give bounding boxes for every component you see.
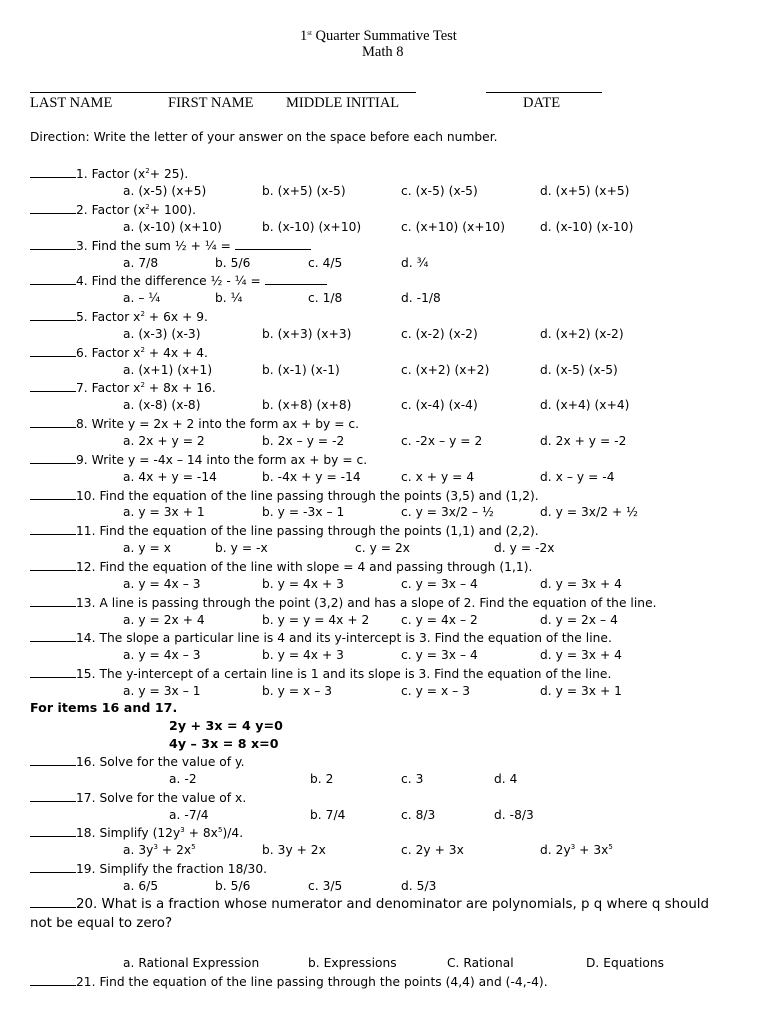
option-c: c. (x-2) (x-2) bbox=[401, 327, 478, 341]
option-b: b. 5/6 bbox=[215, 879, 251, 893]
answer-blank[interactable] bbox=[30, 166, 76, 178]
option-c: c. (x+2) (x+2) bbox=[401, 363, 490, 377]
answer-blank[interactable] bbox=[30, 273, 76, 285]
option-b: b. y = 4x + 3 bbox=[262, 648, 344, 662]
option-b: b. y = x – 3 bbox=[262, 684, 333, 698]
option-c: c. (x+10) (x+10) bbox=[401, 220, 506, 234]
option-c: c. y = 2x bbox=[355, 541, 411, 555]
option-a: a. $3y^3 + 2x^5$ bbox=[123, 843, 196, 857]
answer-blank[interactable] bbox=[30, 380, 76, 392]
option-a: a. (x-10) (x+10) bbox=[123, 220, 222, 234]
option-b: b. 3y + 2x bbox=[262, 843, 326, 857]
option-b: b. y = -3x – 1 bbox=[262, 505, 345, 519]
last-name-label: LAST NAME bbox=[30, 95, 113, 111]
question-6: 6. Factor $x^2 + 4x + 4$. bbox=[30, 345, 208, 360]
question-10: 10. Find the equation of the line passing through the points (3,5) and (1,2). bbox=[30, 488, 539, 503]
question-16: 16. Solve for the value of y. bbox=[30, 754, 245, 769]
option-d: d. (x-5) (x-5) bbox=[540, 363, 618, 377]
option-b: b. 5/6 bbox=[215, 256, 251, 270]
option-a: a. (x-8) (x-8) bbox=[123, 398, 201, 412]
option-c: c. y = 3x – 4 bbox=[401, 648, 478, 662]
option-c: c. (x-4) (x-4) bbox=[401, 398, 478, 412]
option-c: C. Rational bbox=[447, 956, 514, 970]
option-d: d. (x+4) (x+4) bbox=[540, 398, 630, 412]
answer-blank[interactable] bbox=[30, 825, 76, 837]
answer-blank[interactable] bbox=[30, 974, 76, 986]
option-c: c. 3 bbox=[401, 772, 424, 786]
answer-blank[interactable] bbox=[30, 345, 76, 357]
equation-1: 2y + 3x = 4 y=0 bbox=[169, 718, 283, 733]
option-a: a. y = 4x – 3 bbox=[123, 648, 201, 662]
question-4: 4. Find the difference ½ - ¼ = bbox=[30, 273, 327, 288]
question-14: 14. The slope a particular line is 4 and its y-intercept is 3. Find the equation of the line. bbox=[30, 630, 612, 645]
option-b: b. -4x + y = -14 bbox=[262, 470, 361, 484]
answer-blank[interactable] bbox=[30, 309, 76, 321]
option-c: c. 3/5 bbox=[308, 879, 343, 893]
option-a: a. y = 3x – 1 bbox=[123, 684, 201, 698]
option-c: c. x + y = 4 bbox=[401, 470, 475, 484]
option-a: a. -2 bbox=[169, 772, 197, 786]
option-b: b. 2x – y = -2 bbox=[262, 434, 345, 448]
option-b: b. (x+3) (x+3) bbox=[262, 327, 352, 341]
question-9: 9. Write y = -4x – 14 into the form ax + by = c. bbox=[30, 452, 367, 467]
option-b: b. Expressions bbox=[308, 956, 397, 970]
answer-blank[interactable] bbox=[30, 630, 76, 642]
answer-blank[interactable] bbox=[30, 488, 76, 500]
option-b: b. ¼ bbox=[215, 291, 243, 305]
option-c: c. (x-5) (x-5) bbox=[401, 184, 478, 198]
option-d: d. ¾ bbox=[401, 256, 429, 270]
option-c: c. y = 4x – 2 bbox=[401, 613, 478, 627]
date-line[interactable] bbox=[486, 92, 602, 93]
option-a: a. Rational Expression bbox=[123, 956, 260, 970]
equation-2: 4y – 3x = 8 x=0 bbox=[169, 736, 279, 751]
option-d: d. x – y = -4 bbox=[540, 470, 615, 484]
question-5: 5. Factor $x^2 + 6x + 9$. bbox=[30, 309, 208, 324]
option-b: b. y = 4x + 3 bbox=[262, 577, 344, 591]
option-c: c. y = x – 3 bbox=[401, 684, 471, 698]
question-2: 2. Factor $(x^2+ 100)$. bbox=[30, 202, 196, 217]
question-8: 8. Write y = 2x + 2 into the form ax + by = c. bbox=[30, 416, 359, 431]
option-b: b. (x-10) (x+10) bbox=[262, 220, 362, 234]
direction-text: Direction: Write the letter of your answer on the space before each number. bbox=[30, 130, 498, 144]
answer-blank[interactable] bbox=[30, 595, 76, 607]
option-d: d. (x-10) (x-10) bbox=[540, 220, 634, 234]
answer-blank[interactable] bbox=[30, 202, 76, 214]
option-d: d. y = 3x + 4 bbox=[540, 648, 622, 662]
option-a: a. -7/4 bbox=[169, 808, 209, 822]
option-c: c. -2x – y = 2 bbox=[401, 434, 483, 448]
answer-blank[interactable] bbox=[30, 666, 76, 678]
option-d: d. 4 bbox=[494, 772, 518, 786]
answer-blank[interactable] bbox=[30, 416, 76, 428]
answer-blank[interactable] bbox=[30, 523, 76, 535]
name-line[interactable] bbox=[30, 92, 416, 93]
option-d: d. $2y^3 + 3x^5$ bbox=[540, 843, 613, 857]
option-c: c. 8/3 bbox=[401, 808, 436, 822]
option-a: a. (x+1) (x+1) bbox=[123, 363, 213, 377]
date-label: DATE bbox=[523, 95, 561, 111]
answer-blank[interactable] bbox=[30, 238, 76, 250]
option-d: d. y = -2x bbox=[494, 541, 555, 555]
option-a: a. y = 4x – 3 bbox=[123, 577, 201, 591]
option-c: c. y = 3x – 4 bbox=[401, 577, 478, 591]
answer-blank[interactable] bbox=[30, 452, 76, 464]
first-name-label: FIRST NAME bbox=[168, 95, 254, 111]
option-c: c. 2y + 3x bbox=[401, 843, 464, 857]
option-a: a. y = 2x + 4 bbox=[123, 613, 205, 627]
option-a: a. – ¼ bbox=[123, 291, 161, 305]
option-d: d. -1/8 bbox=[401, 291, 441, 305]
question-12: 12. Find the equation of the line with slope = 4 and passing through (1,1). bbox=[30, 559, 532, 574]
question-7: 7. Factor $x^2 + 8x + 16$. bbox=[30, 380, 216, 395]
difference-answer-line[interactable] bbox=[265, 273, 327, 285]
option-a: a. 4x + y = -14 bbox=[123, 470, 217, 484]
option-a: a. (x-3) (x-3) bbox=[123, 327, 201, 341]
question-20-continued: not be equal to zero? bbox=[30, 916, 173, 931]
option-b: b. 7/4 bbox=[310, 808, 346, 822]
answer-blank[interactable] bbox=[30, 861, 76, 873]
option-a: a. y = 3x + 1 bbox=[123, 505, 205, 519]
option-d: d. (x+2) (x-2) bbox=[540, 327, 624, 341]
sum-answer-line[interactable] bbox=[235, 238, 311, 250]
question-15: 15. The y-intercept of a certain line is 1 and its slope is 3. Find the equation of the line. bbox=[30, 666, 611, 681]
option-a: a. 2x + y = 2 bbox=[123, 434, 205, 448]
subject-title: Math 8 bbox=[362, 44, 404, 60]
option-d: d. 5/3 bbox=[401, 879, 437, 893]
option-b: b. y = y = 4x + 2 bbox=[262, 613, 370, 627]
question-19: 19. Simplify the fraction 18/30. bbox=[30, 861, 267, 876]
question-1: 1. Factor $(x^2+ 25)$. bbox=[30, 166, 188, 181]
question-11: 11. Find the equation of the line passing through the points (1,1) and (2,2). bbox=[30, 523, 539, 538]
option-d: d. y = 3x + 4 bbox=[540, 577, 622, 591]
test-title: 1st Quarter Summative Test bbox=[300, 28, 457, 44]
question-21: 21. Find the equation of the line passing through the points (4,4) and (-4,-4). bbox=[30, 974, 548, 989]
option-d: d. y = 3x + 1 bbox=[540, 684, 622, 698]
option-a: a. (x-5) (x+5) bbox=[123, 184, 207, 198]
option-a: a. 6/5 bbox=[123, 879, 159, 893]
option-c: c. y = 3x/2 – ½ bbox=[401, 505, 494, 519]
answer-blank[interactable] bbox=[30, 896, 76, 908]
question-13: 13. A line is passing through the point (3,2) and has a slope of 2. Find the equation of the line. bbox=[30, 595, 657, 610]
option-c: c. 1/8 bbox=[308, 291, 343, 305]
question-18: 18. Simplify $(12y^3 + 8x^5)/4$. bbox=[30, 825, 243, 840]
option-d: d. -8/3 bbox=[494, 808, 534, 822]
answer-blank[interactable] bbox=[30, 754, 76, 766]
option-b: b. 2 bbox=[310, 772, 334, 786]
option-c: c. 4/5 bbox=[308, 256, 343, 270]
answer-blank[interactable] bbox=[30, 790, 76, 802]
middle-initial-label: MIDDLE INITIAL bbox=[286, 95, 400, 111]
option-b: b. y = -x bbox=[215, 541, 268, 555]
answer-blank[interactable] bbox=[30, 559, 76, 571]
option-d: d. 2x + y = -2 bbox=[540, 434, 627, 448]
option-d: d. y = 2x – 4 bbox=[540, 613, 618, 627]
question-3: 3. Find the sum ½ + ¼ = bbox=[30, 238, 311, 253]
option-d: d. y = 3x/2 + ½ bbox=[540, 505, 639, 519]
question-20: 20. What is a fraction whose numerator and denominator are polynomials, p q where q should bbox=[30, 896, 709, 912]
items-heading: For items 16 and 17. bbox=[30, 700, 178, 715]
option-b: b. (x+8) (x+8) bbox=[262, 398, 352, 412]
option-d: d. (x+5) (x+5) bbox=[540, 184, 630, 198]
option-a: a. y = x bbox=[123, 541, 172, 555]
option-d: D. Equations bbox=[586, 956, 665, 970]
option-a: a. 7/8 bbox=[123, 256, 159, 270]
question-17: 17. Solve for the value of x. bbox=[30, 790, 246, 805]
option-b: b. (x-1) (x-1) bbox=[262, 363, 340, 377]
option-b: b. (x+5) (x-5) bbox=[262, 184, 346, 198]
